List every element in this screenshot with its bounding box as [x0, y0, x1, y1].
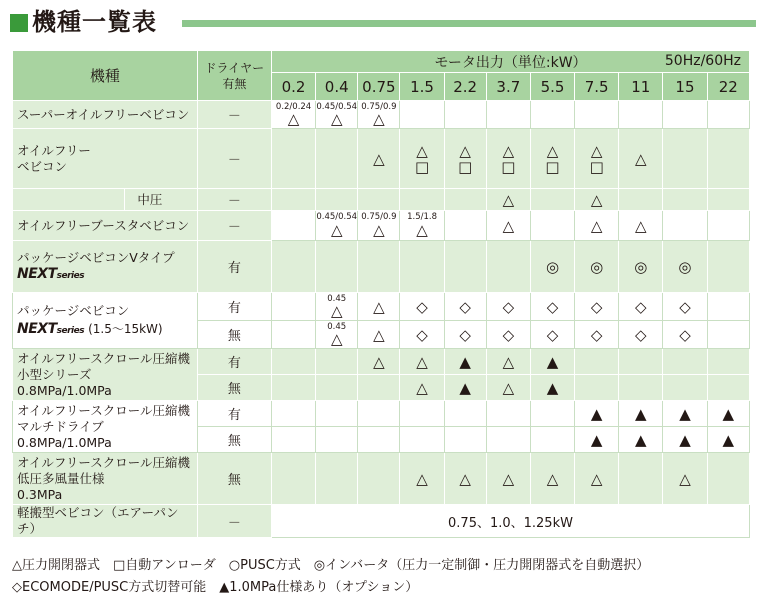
option-1mpa-icon: ▲ — [679, 404, 691, 423]
row-name — [13, 241, 198, 293]
option-1mpa-icon: ▲ — [546, 378, 559, 397]
cell — [316, 293, 358, 321]
pressure-switch-icon: △ — [330, 109, 343, 128]
cell — [575, 211, 619, 241]
pressure-switch-icon: △ — [330, 301, 343, 320]
cell — [530, 427, 574, 453]
ecomode-icon: ◇ — [416, 297, 428, 316]
cell — [663, 321, 707, 349]
cell — [271, 241, 315, 293]
cell — [358, 101, 400, 129]
row-dryer: 有 — [197, 401, 271, 427]
cell — [271, 211, 315, 241]
cell — [358, 453, 400, 505]
cap-header: 3.7 — [486, 73, 530, 101]
cell — [663, 241, 707, 293]
pressure-switch-icon: △ — [546, 469, 559, 488]
cell — [271, 189, 315, 211]
cell — [530, 401, 574, 427]
cell — [530, 293, 574, 321]
row-dryer: － — [197, 505, 271, 538]
option-1mpa-icon: ▲ — [590, 430, 603, 449]
option-1mpa-icon: ▲ — [635, 404, 647, 423]
cell — [619, 427, 663, 453]
cell — [358, 129, 400, 189]
cell — [316, 401, 358, 427]
table-row — [13, 101, 750, 129]
cell — [400, 189, 444, 211]
cell-value: 0.45 — [327, 294, 347, 304]
cell — [530, 189, 574, 211]
pressure-switch-icon: △ — [502, 378, 515, 397]
cell — [663, 401, 707, 427]
option-1mpa-icon: ▲ — [459, 352, 471, 371]
cell — [358, 321, 400, 349]
cell-value: 0.45/0.54 — [316, 212, 358, 222]
cell-value: 0.2/0.24 — [275, 102, 312, 112]
pressure-switch-icon: △ — [416, 141, 428, 160]
cell — [316, 349, 358, 375]
row-dryer: 無 — [197, 453, 271, 505]
auto-unloader-icon: □ — [501, 157, 516, 176]
cell — [575, 401, 619, 427]
cell — [663, 427, 707, 453]
pressure-switch-icon: △ — [459, 141, 471, 160]
cell-value: 0.75/0.9 — [361, 102, 397, 112]
cell — [707, 211, 749, 241]
pressure-switch-icon: △ — [502, 352, 515, 371]
row-dryer: 有 — [197, 241, 271, 293]
cell — [663, 101, 707, 129]
cell — [663, 453, 707, 505]
pressure-switch-icon: △ — [373, 325, 385, 344]
cell — [575, 453, 619, 505]
pressure-switch-icon: △ — [502, 141, 515, 160]
auto-unloader-icon: □ — [545, 157, 560, 176]
option-1mpa-icon: ▲ — [546, 352, 559, 371]
cell-value: 1.5/1.8 — [407, 212, 437, 222]
cell — [575, 349, 619, 375]
row-dryer: 無 — [197, 427, 271, 453]
cell — [271, 321, 315, 349]
inverter-icon: ◎ — [634, 257, 648, 276]
pressure-switch-icon: △ — [373, 352, 385, 371]
option-1mpa-icon: ▲ — [679, 430, 691, 449]
cell — [358, 211, 400, 241]
cell — [271, 293, 315, 321]
cell — [444, 189, 486, 211]
cell — [316, 211, 358, 241]
cell — [619, 293, 663, 321]
ecomode-icon: ◇ — [546, 325, 559, 344]
cell — [707, 241, 749, 293]
row-name-l3: 0.8MPa/1.0MPa — [17, 382, 112, 398]
pressure-switch-icon: △ — [373, 220, 385, 239]
option-1mpa-icon: ▲ — [459, 378, 471, 397]
cell — [619, 189, 663, 211]
cell — [316, 321, 358, 349]
table-row — [13, 211, 750, 241]
table-row — [13, 293, 750, 321]
cell — [444, 375, 486, 401]
cell — [707, 375, 749, 401]
cell — [486, 129, 530, 189]
row-dryer: － — [197, 129, 271, 189]
cell — [444, 427, 486, 453]
cell — [271, 427, 315, 453]
row-dryer: 無 — [197, 375, 271, 401]
table-row — [13, 189, 750, 211]
row-name: オイルフリーブースタベビコン — [13, 211, 198, 241]
auto-unloader-icon: □ — [458, 157, 473, 176]
cell — [707, 401, 749, 427]
cell-value: 0.45 — [327, 322, 347, 332]
ecomode-icon: ◇ — [459, 297, 471, 316]
cell — [271, 453, 315, 505]
cell — [444, 129, 486, 189]
cell — [663, 211, 707, 241]
ecomode-icon: ◇ — [590, 297, 603, 316]
ecomode-icon: ◇ — [679, 297, 691, 316]
pressure-switch-icon: △ — [590, 469, 603, 488]
row-name — [13, 453, 198, 505]
pressure-switch-icon: △ — [330, 329, 343, 348]
ecomode-icon: ◇ — [590, 325, 603, 344]
cell — [444, 321, 486, 349]
cell — [13, 189, 125, 211]
row-name — [13, 401, 198, 453]
pressure-switch-icon: △ — [546, 141, 559, 160]
cell — [271, 401, 315, 427]
auto-unloader-icon: □ — [414, 157, 430, 176]
ecomode-icon: ◇ — [635, 325, 647, 344]
cell — [663, 189, 707, 211]
title-bar — [4, 6, 754, 38]
pressure-switch-icon: △ — [502, 190, 515, 209]
cell — [271, 101, 315, 129]
ecomode-icon: ◇ — [416, 325, 428, 344]
inverter-icon: ◎ — [678, 257, 692, 276]
cap-header: 5.5 — [530, 73, 574, 101]
cell — [400, 293, 444, 321]
row-name — [13, 293, 198, 349]
cell — [663, 375, 707, 401]
cell — [400, 101, 444, 129]
cell — [358, 349, 400, 375]
row-name-l1: オイルフリー — [17, 142, 91, 158]
cell — [444, 241, 486, 293]
ecomode-icon: ◇ — [502, 325, 515, 344]
cell — [530, 101, 574, 129]
cell — [619, 375, 663, 401]
cell — [358, 189, 400, 211]
cell — [400, 427, 444, 453]
cell — [316, 427, 358, 453]
row-name: 軽搬型ベビコン（エアーパンチ） — [13, 505, 198, 538]
header-hz: 50Hz/60Hz — [664, 53, 741, 69]
cell — [663, 293, 707, 321]
cell — [575, 189, 619, 211]
next-series-logo: NEXTseries — [17, 265, 85, 282]
cell — [486, 293, 530, 321]
cell — [663, 129, 707, 189]
cell — [486, 321, 530, 349]
title-rule — [182, 20, 756, 27]
cell — [316, 241, 358, 293]
cell — [530, 129, 574, 189]
cell — [358, 401, 400, 427]
row-name-l1: オイルフリースクロール圧縮機 — [17, 454, 191, 470]
row-name-l2: ベビコン — [17, 158, 68, 174]
title-marker-icon — [10, 14, 28, 32]
cell — [619, 321, 663, 349]
row-dryer: － — [197, 189, 271, 211]
option-1mpa-icon: ▲ — [722, 404, 735, 423]
row-name-l1: オイルフリースクロール圧縮機 — [17, 350, 191, 366]
cell — [486, 241, 530, 293]
cell — [486, 375, 530, 401]
cap-header: 15 — [663, 73, 707, 101]
model-table — [12, 50, 750, 538]
row-name — [13, 129, 198, 189]
pressure-switch-icon: △ — [459, 469, 471, 488]
cell — [707, 349, 749, 375]
row-name-l1: パッケージベビコン — [17, 302, 130, 318]
ecomode-icon: ◇ — [635, 297, 647, 316]
table-row — [13, 129, 750, 189]
cell — [444, 349, 486, 375]
legend-line-2: ◇ECOMODE/PUSC方式切替可能 ▲1.0MPa仕様あり（オプション） — [12, 580, 419, 595]
cell-value: 0.75/0.9 — [361, 212, 397, 222]
cell — [707, 453, 749, 505]
cell — [444, 101, 486, 129]
row-name-l2: 低圧多風量仕様 — [17, 470, 105, 486]
row-name — [13, 349, 198, 401]
cell — [400, 129, 444, 189]
row-dryer: － — [197, 101, 271, 129]
cell — [271, 349, 315, 375]
cell — [486, 211, 530, 241]
table-row — [13, 349, 750, 375]
cell — [707, 293, 749, 321]
table-row — [13, 453, 750, 505]
row-name-l1: オイルフリースクロール圧縮機 — [17, 402, 191, 418]
pressure-switch-icon: △ — [416, 378, 428, 397]
cell — [400, 401, 444, 427]
cell — [575, 241, 619, 293]
table-row — [13, 505, 750, 538]
option-1mpa-icon: ▲ — [722, 430, 735, 449]
cap-header: 11 — [619, 73, 663, 101]
row-name-l2: 小型シリーズ — [17, 366, 92, 382]
cap-header: 1.5 — [400, 73, 444, 101]
cell — [316, 129, 358, 189]
header-motor-label: モータ出力（単位:kW） — [434, 54, 587, 71]
portable-values: 0.75、1.0、1.25kW — [271, 505, 749, 538]
pressure-switch-icon: △ — [287, 109, 300, 128]
cell — [530, 453, 574, 505]
row-name-l1: パッケージベビコンVタイプ — [17, 249, 175, 265]
header-dryer-l1: ドライヤー — [204, 60, 265, 75]
cell — [271, 375, 315, 401]
cell — [316, 101, 358, 129]
inverter-icon: ◎ — [590, 257, 604, 276]
cap-header: 22 — [707, 73, 749, 101]
row-name-l2: マルチドライブ — [17, 418, 104, 434]
cell — [530, 349, 574, 375]
pressure-switch-icon: △ — [373, 297, 385, 316]
pressure-switch-icon: △ — [373, 149, 385, 168]
pressure-switch-icon: △ — [590, 216, 603, 235]
ecomode-icon: ◇ — [546, 297, 559, 316]
pressure-switch-icon: △ — [590, 141, 603, 160]
pressure-switch-icon: △ — [502, 216, 515, 235]
pressure-switch-icon: △ — [416, 352, 428, 371]
cell — [400, 375, 444, 401]
cell — [530, 241, 574, 293]
header-motor — [271, 51, 749, 73]
cell — [707, 129, 749, 189]
cell — [358, 427, 400, 453]
cell — [316, 453, 358, 505]
cell — [444, 293, 486, 321]
pressure-switch-icon: △ — [416, 220, 428, 239]
header-model: 機種 — [13, 51, 198, 101]
row-dryer: 有 — [197, 293, 271, 321]
cell — [316, 189, 358, 211]
cell — [486, 189, 530, 211]
cell — [486, 427, 530, 453]
cell — [707, 427, 749, 453]
ecomode-icon: ◇ — [679, 325, 691, 344]
cell — [530, 211, 574, 241]
table-row — [13, 401, 750, 427]
cell — [358, 293, 400, 321]
cell — [575, 101, 619, 129]
page-title: 機種一覧表 — [32, 8, 157, 36]
pressure-switch-icon: △ — [416, 469, 428, 488]
ecomode-icon: ◇ — [459, 325, 471, 344]
header-dryer — [197, 51, 271, 101]
row-name: 中圧 — [125, 189, 197, 211]
cell — [619, 401, 663, 427]
next-series-logo: NEXTseries — [17, 320, 85, 337]
cap-header: 7.5 — [575, 73, 619, 101]
cell — [271, 129, 315, 189]
cell — [575, 129, 619, 189]
cell — [619, 241, 663, 293]
row-dryer: 無 — [197, 321, 271, 349]
legend-line-1: △圧力開閉器式 □自動アンローダ ○PUSC方式 ◎インバータ（圧力一定制御・圧力開閉器式を自動選択） — [12, 558, 650, 573]
cell — [444, 401, 486, 427]
cell — [619, 453, 663, 505]
row-name-l3: 0.8MPa/1.0MPa — [17, 434, 112, 450]
cell — [530, 321, 574, 349]
cell — [575, 427, 619, 453]
cell — [444, 211, 486, 241]
cell — [400, 321, 444, 349]
pressure-switch-icon: △ — [635, 149, 647, 168]
cell — [575, 293, 619, 321]
cell — [619, 101, 663, 129]
row-name-l3: 0.3MPa — [17, 486, 63, 502]
cell — [575, 321, 619, 349]
option-1mpa-icon: ▲ — [590, 404, 603, 423]
cap-header: 0.4 — [316, 73, 358, 101]
row-range: (1.5～15kW) — [88, 321, 163, 336]
pressure-switch-icon: △ — [373, 109, 385, 128]
row-name: スーパーオイルフリーベビコン — [13, 101, 198, 129]
inverter-icon: ◎ — [545, 257, 560, 276]
cell — [400, 349, 444, 375]
cell — [663, 349, 707, 375]
cell-value: 0.45/0.54 — [316, 102, 358, 112]
cell — [707, 101, 749, 129]
ecomode-icon: ◇ — [502, 297, 515, 316]
option-1mpa-icon: ▲ — [635, 430, 647, 449]
table-row — [13, 241, 750, 293]
cap-header: 2.2 — [444, 73, 486, 101]
cell — [486, 349, 530, 375]
cell — [619, 349, 663, 375]
cell — [316, 375, 358, 401]
cell — [358, 375, 400, 401]
cell — [358, 241, 400, 293]
row-dryer: 有 — [197, 349, 271, 375]
pressure-switch-icon: △ — [502, 469, 515, 488]
cell — [619, 129, 663, 189]
cell — [619, 211, 663, 241]
cell — [530, 375, 574, 401]
cap-header: 0.2 — [271, 73, 315, 101]
cell — [707, 321, 749, 349]
auto-unloader-icon: □ — [589, 157, 604, 176]
pressure-switch-icon: △ — [590, 190, 603, 209]
cell — [575, 375, 619, 401]
pressure-switch-icon: △ — [679, 469, 691, 488]
pressure-switch-icon: △ — [635, 216, 647, 235]
cap-header: 0.75 — [358, 73, 400, 101]
cell — [707, 189, 749, 211]
cell — [486, 101, 530, 129]
cell — [486, 401, 530, 427]
cell — [400, 241, 444, 293]
pressure-switch-icon: △ — [330, 220, 343, 239]
cell — [400, 453, 444, 505]
cell — [486, 453, 530, 505]
cell — [444, 453, 486, 505]
row-dryer: － — [197, 211, 271, 241]
header-dryer-l2: 有無 — [222, 76, 247, 91]
cell — [400, 211, 444, 241]
